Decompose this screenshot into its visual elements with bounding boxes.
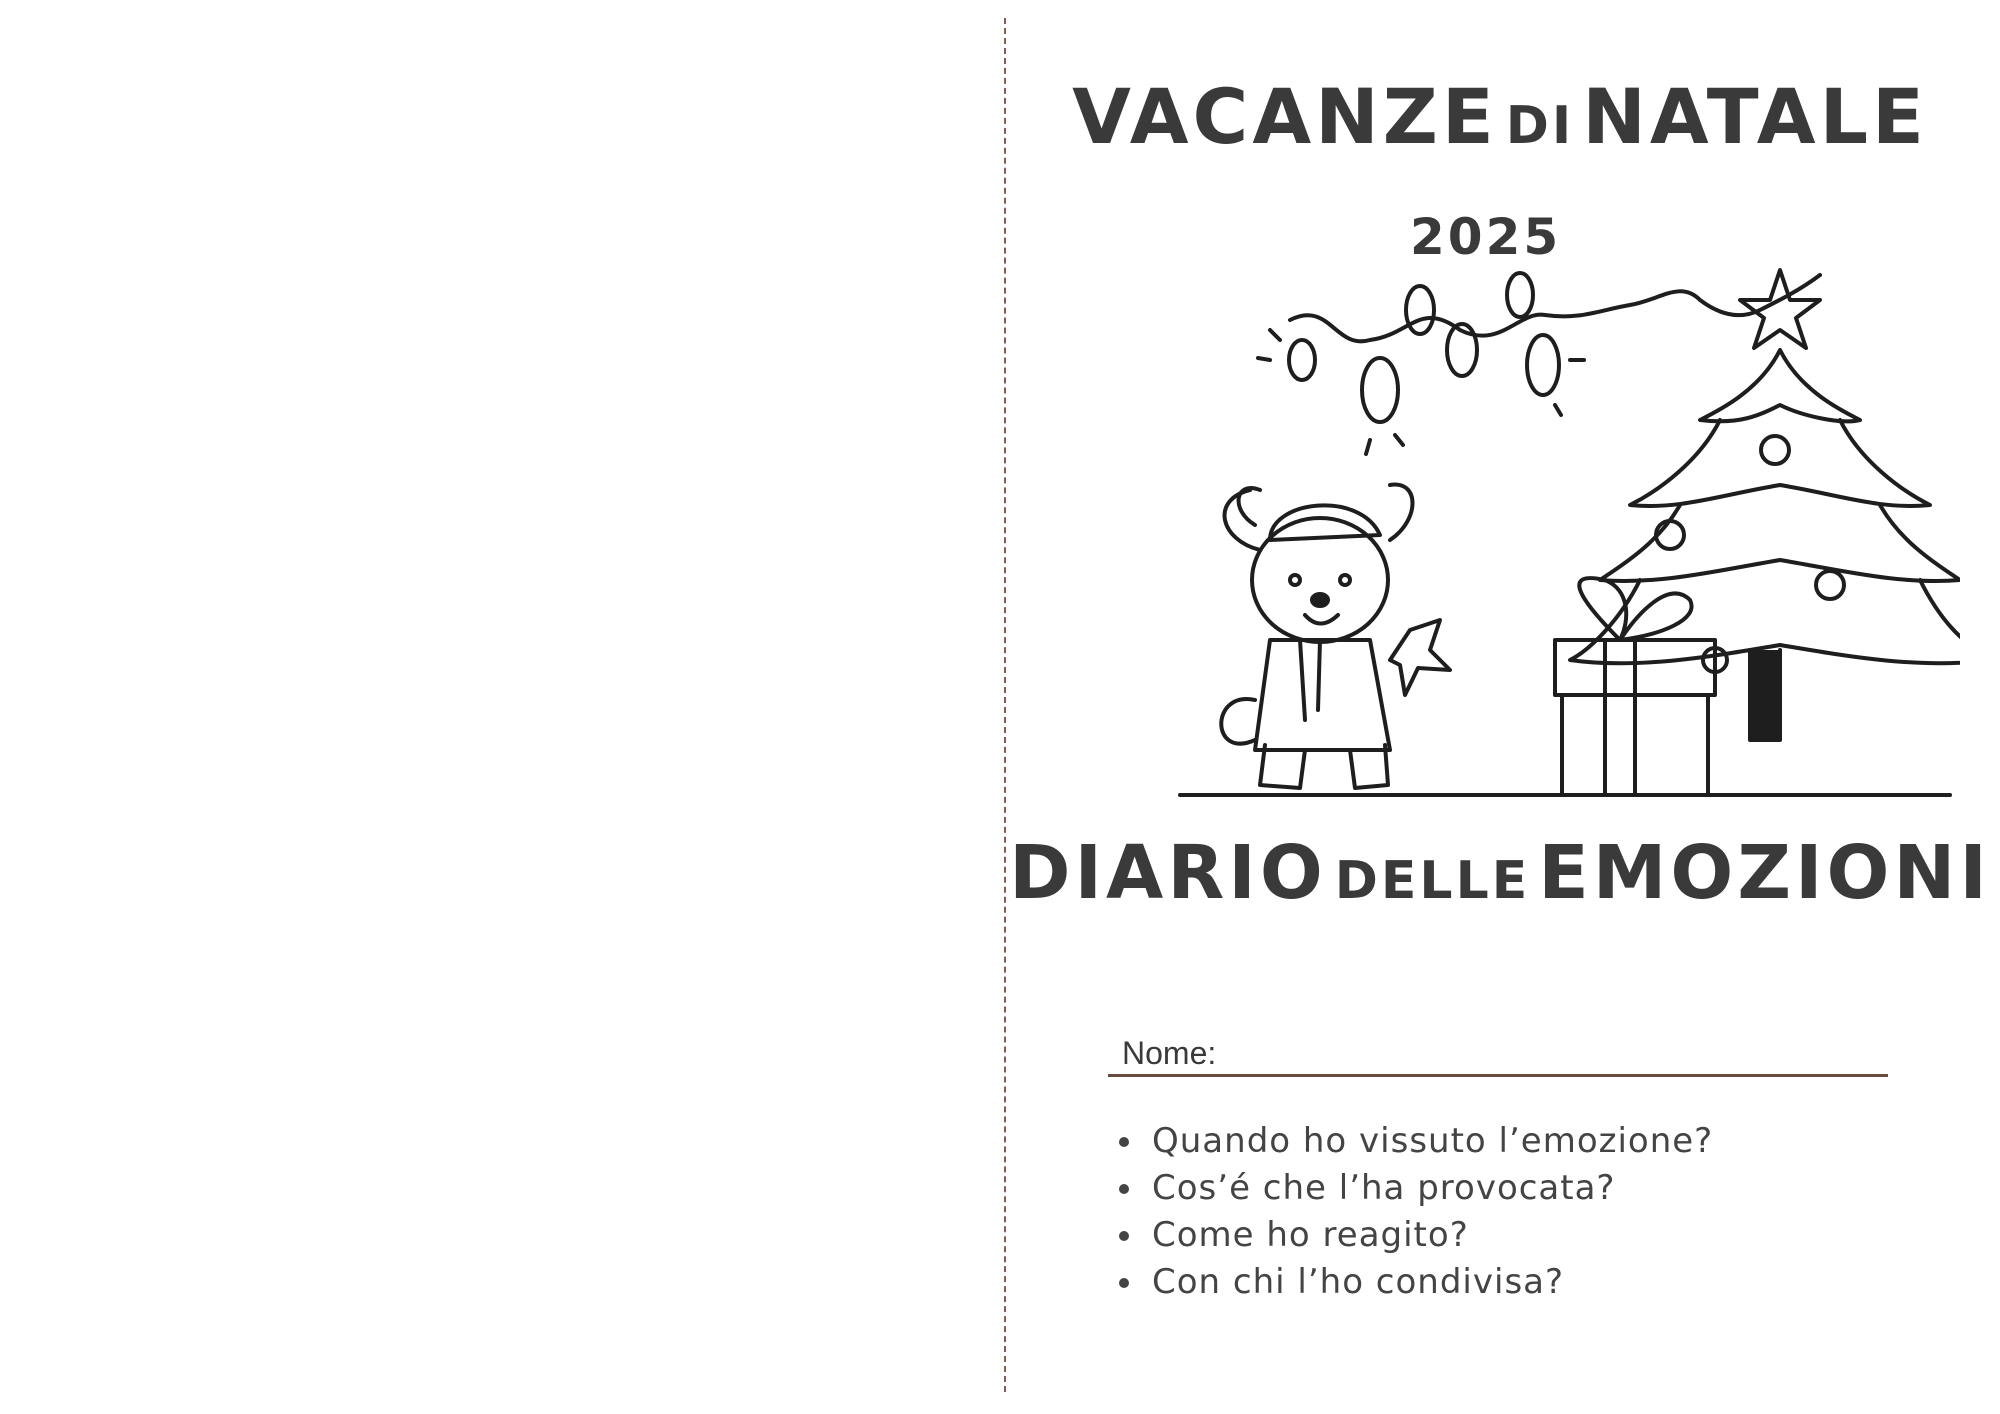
christmas-illustration	[1160, 240, 1960, 820]
gift-icon	[1555, 578, 1715, 795]
title-word-delle: DELLE	[1334, 851, 1531, 911]
title-word-diario: DIARIO	[1009, 830, 1327, 916]
name-write-line	[1108, 1074, 1888, 1077]
questions-list	[1108, 1118, 1713, 1306]
title-word-di: DI	[1505, 96, 1575, 156]
title-word-emozioni: EMOZIONI	[1538, 830, 1991, 916]
year-label: 2025	[1410, 208, 1562, 266]
christmas-tree-icon	[1570, 270, 1960, 740]
name-label: Nome:	[1122, 1035, 1217, 1071]
question-item: • Quando ho vissuto l’emozione?	[1146, 1118, 1713, 1165]
fold-line	[1004, 18, 1006, 1392]
reindeer-icon	[1221, 485, 1450, 788]
title-diario-delle-emozioni	[1000, 830, 2000, 916]
question-item: • Come ho reagito?	[1146, 1212, 1713, 1259]
question-item: • Cos’é che l’ha provocata?	[1146, 1165, 1713, 1212]
title-word-vacanze: VACANZE	[1072, 72, 1498, 161]
question-item: • Con chi l’ho condivisa?	[1146, 1259, 1713, 1306]
title-vacanze-di-natale	[1000, 72, 2000, 161]
string-lights-icon	[1258, 273, 1820, 454]
title-word-natale: NATALE	[1582, 72, 1928, 161]
